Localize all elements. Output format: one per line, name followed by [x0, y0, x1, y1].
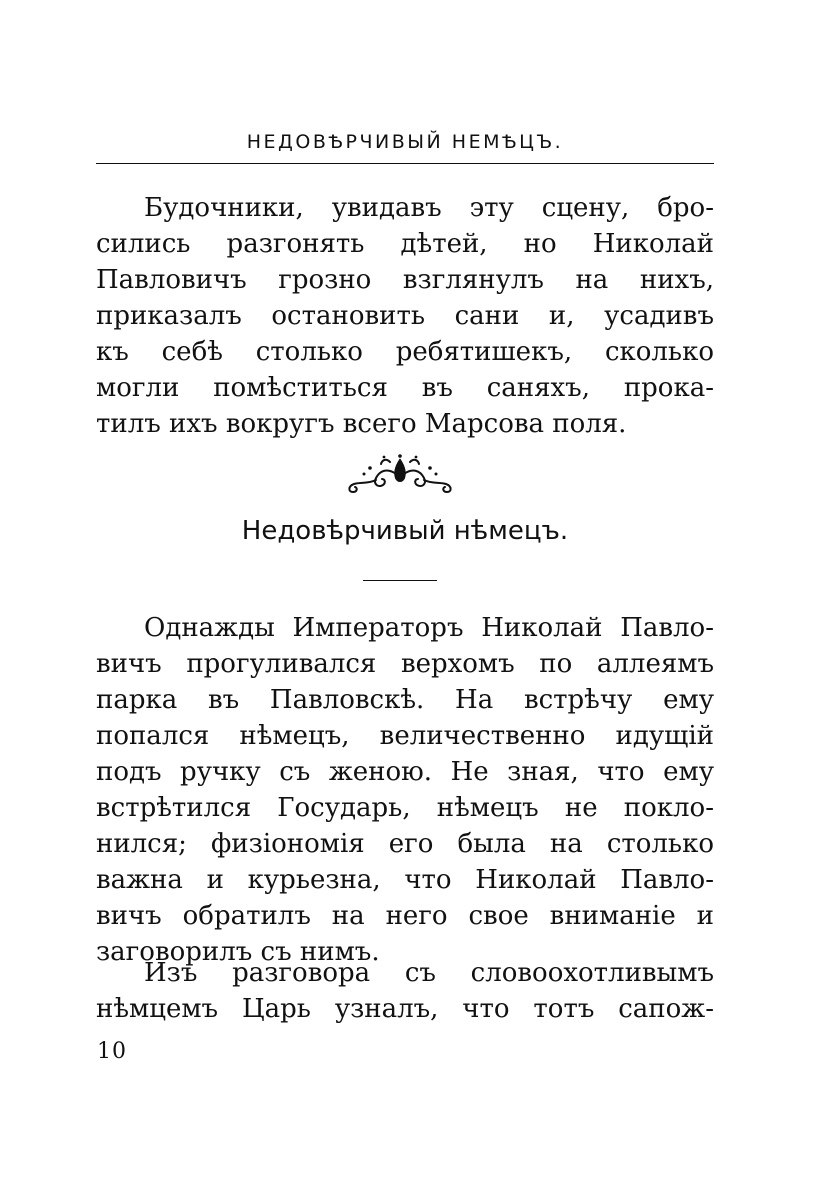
paragraph-body — [96, 610, 714, 970]
text-line: нѣмцемъ Царь узналъ, что тотъ сапож- — [96, 994, 714, 1024]
running-head: НЕДОВѢРЧИВЫЙ НЕМѢЦЪ. — [246, 131, 564, 153]
header-rule — [96, 163, 714, 164]
text-line: Однажды Императоръ Николай Павло- — [144, 613, 714, 643]
paragraph-continuation — [96, 190, 714, 442]
text-line: заговорилъ съ нимъ. — [96, 937, 380, 967]
text-line: Будочники, увидавъ эту сцену, бро- — [144, 193, 714, 223]
text-line: подъ ручку съ женою. Не зная, что ему — [96, 757, 714, 787]
title-rule — [363, 580, 437, 581]
text-line: вичъ обратилъ на него свое вниманіе и — [96, 901, 714, 931]
text-line: сились разгонять дѣтей, но Николай — [96, 229, 714, 259]
text-line: парка въ Павловскѣ. На встрѣчу ему — [96, 685, 714, 715]
text-line: нился; физіономія его была на столько — [96, 829, 714, 859]
text-line: могли помѣститься въ саняхъ, прока- — [96, 373, 714, 403]
text-line: приказалъ остановить сани и, усадивъ — [96, 301, 714, 331]
paragraph-body — [96, 955, 714, 1027]
text-line: попался нѣмецъ, величественно идущій — [96, 721, 714, 751]
text-line: Изъ разговора съ словоохотливымъ — [144, 958, 714, 988]
text-line: Павловичъ грозно взглянулъ на нихъ, — [96, 265, 714, 295]
section-title: Недовѣрчивый нѣмецъ. — [241, 516, 569, 546]
page-number: 10 — [97, 1039, 127, 1064]
text-line: къ себѣ столько ребятишекъ, сколько — [96, 337, 714, 367]
text-line: встрѣтился Государь, нѣмецъ не покло- — [96, 793, 714, 823]
text-line: тилъ ихъ вокругъ всего Марсова поля. — [96, 409, 627, 439]
text-line: вичъ прогуливался верхомъ по аллеямъ — [96, 649, 714, 679]
floral-vignette-icon — [340, 448, 460, 498]
text-line: важна и курьезна, что Николай Павло- — [96, 865, 714, 895]
